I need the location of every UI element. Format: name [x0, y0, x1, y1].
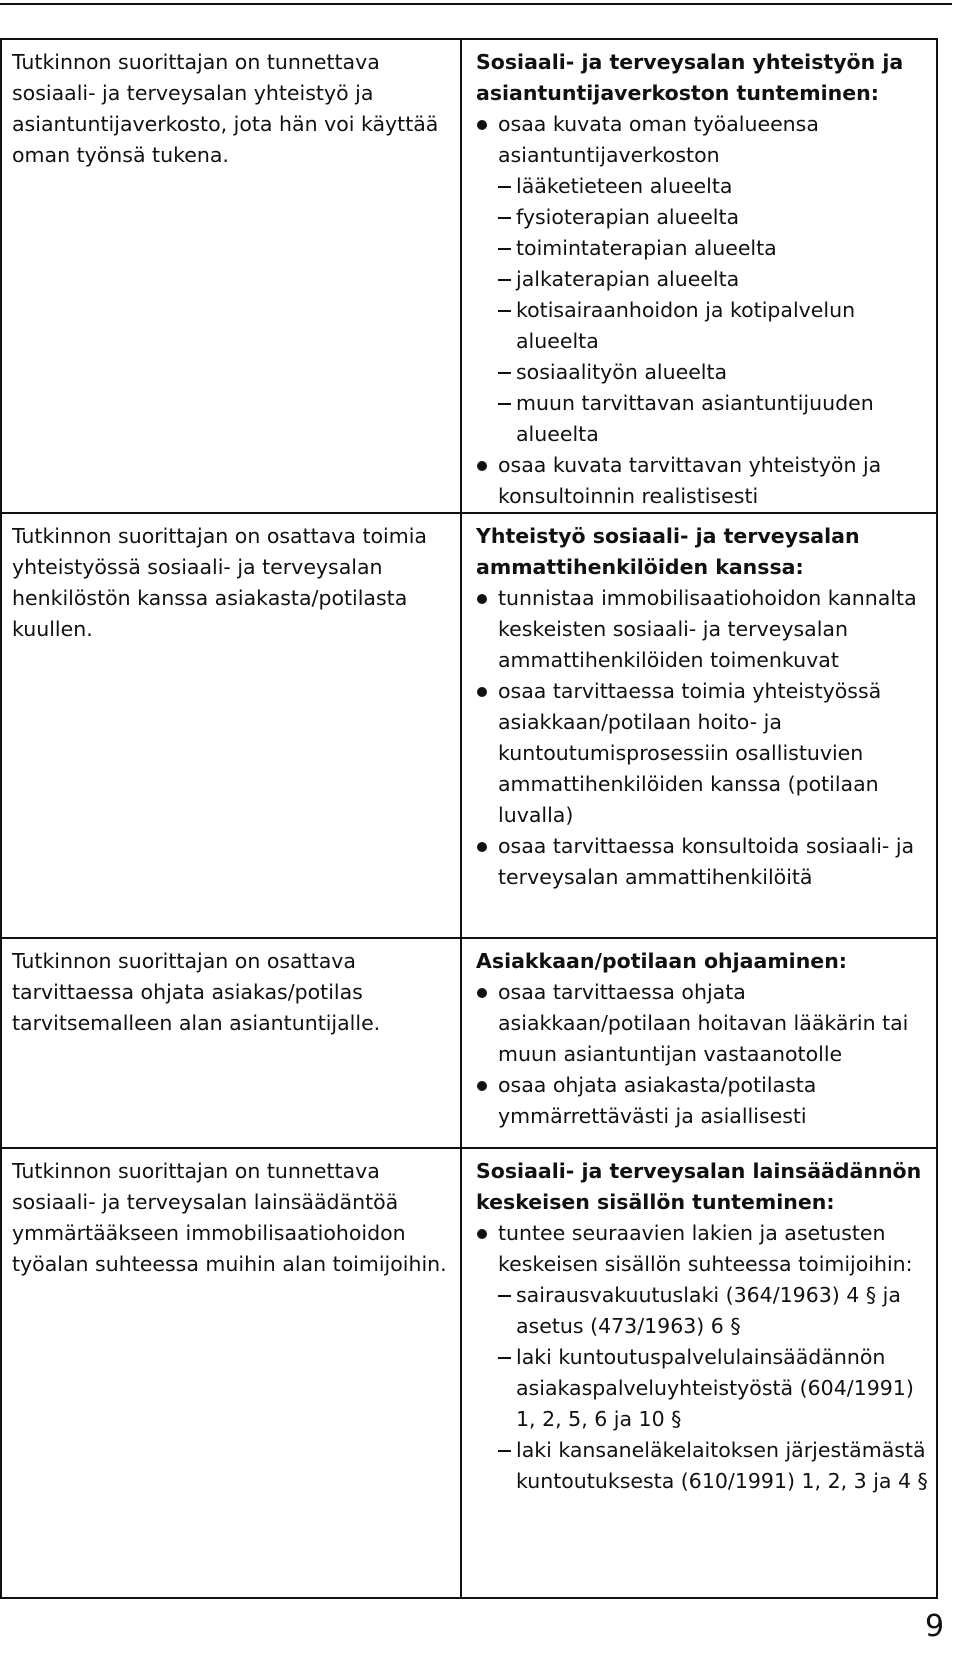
dash-item: lääketieteen alueelta [476, 171, 930, 202]
requirements-table [0, 38, 938, 1599]
table-row [1, 39, 937, 513]
bullet-item: osaa kuvata tarvittavan yhteistyön ja konsultoinnin realistisesti [476, 450, 930, 512]
table-row [1, 1148, 937, 1598]
requirement-cell: Tutkinnon suorittajan on tunnettava sosiaali- ja terveysalan lainsäädäntöä ymmärtääkseen immobilisaatiohoidon työalan suhteessa muihin alan toimijoihin. [1, 1148, 461, 1598]
criteria-heading: Sosiaali- ja terveysalan yhteistyön ja asiantuntijaverkoston tunteminen: [476, 50, 904, 105]
top-rule [0, 3, 952, 5]
criteria-cell [461, 1148, 937, 1598]
bullet-item: osaa tarvittaessa ohjata asiakkaan/potilaan hoitavan lääkärin tai muun asiantuntijan vastaanotolle [476, 977, 930, 1070]
dash-item: kotisairaanhoidon ja kotipalvelun alueelta [476, 295, 930, 357]
bullet-item: osaa ohjata asiakasta/potilasta ymmärrettävästi ja asiallisesti [476, 1070, 930, 1132]
criteria-cell [461, 513, 937, 938]
dash-item: fysioterapian alueelta [476, 202, 930, 233]
bullet-item: tunnistaa immobilisaatiohoidon kannalta keskeisten sosiaali- ja terveysalan ammattihenkilöiden toimenkuvat [476, 583, 930, 676]
dash-item: toimintaterapian alueelta [476, 233, 930, 264]
dash-item: sosiaalityön alueelta [476, 357, 930, 388]
bullet-item: osaa tarvittaessa konsultoida sosiaali- ja terveysalan ammattihenkilöitä [476, 831, 930, 893]
dash-item: muun tarvittavan asiantuntijuuden alueelta [476, 388, 930, 450]
dash-item: jalkaterapian alueelta [476, 264, 930, 295]
bullet-item: osaa kuvata oman työalueensa asiantuntijaverkoston [476, 109, 930, 171]
requirement-cell: Tutkinnon suorittajan on osattava tarvittaessa ohjata asiakas/potilas tarvitsemalleen alan asiantuntijalle. [1, 938, 461, 1148]
table-row [1, 513, 937, 938]
dash-item: laki kansaneläkelaitoksen järjestämästä kuntoutuksesta (610/1991) 1, 2, 3 ja 4 § [476, 1435, 930, 1497]
bullet-item: osaa tarvittaessa toimia yhteistyössä asiakkaan/potilaan hoito- ja kuntoutumisprosessiin osallistuvien ammattihenkilöiden kanssa (potilaan luvalla) [476, 676, 930, 831]
requirement-cell: Tutkinnon suorittajan on osattava toimia yhteistyössä sosiaali- ja terveysalan henkilöstön kanssa asiakasta/potilasta kuullen. [1, 513, 461, 938]
requirement-cell: Tutkinnon suorittajan on tunnettava sosiaali- ja terveysalan yhteistyö ja asiantuntijaverkosto, jota hän voi käyttää oman työnsä tukena. [1, 39, 461, 513]
bullet-item: tuntee seuraavien lakien ja asetusten keskeisen sisällön suhteessa toimijoihin: [476, 1218, 930, 1280]
dash-item: laki kuntoutuspalvelulainsäädännön asiakaspalveluyhteistyöstä (604/1991) 1, 2, 5, 6 ja 10 § [476, 1342, 930, 1435]
criteria-heading: Asiakkaan/potilaan ohjaaminen: [476, 949, 848, 973]
criteria-cell [461, 938, 937, 1148]
dash-item: sairausvakuutuslaki (364/1963) 4 § ja asetus (473/1963) 6 § [476, 1280, 930, 1342]
criteria-cell [461, 39, 937, 513]
page-number: 9 [925, 1609, 945, 1644]
criteria-heading: Sosiaali- ja terveysalan lainsäädännön keskeisen sisällön tunteminen: [476, 1159, 922, 1214]
table-row [1, 938, 937, 1148]
criteria-heading: Yhteistyö sosiaali- ja terveysalan ammattihenkilöiden kanssa: [476, 524, 860, 579]
